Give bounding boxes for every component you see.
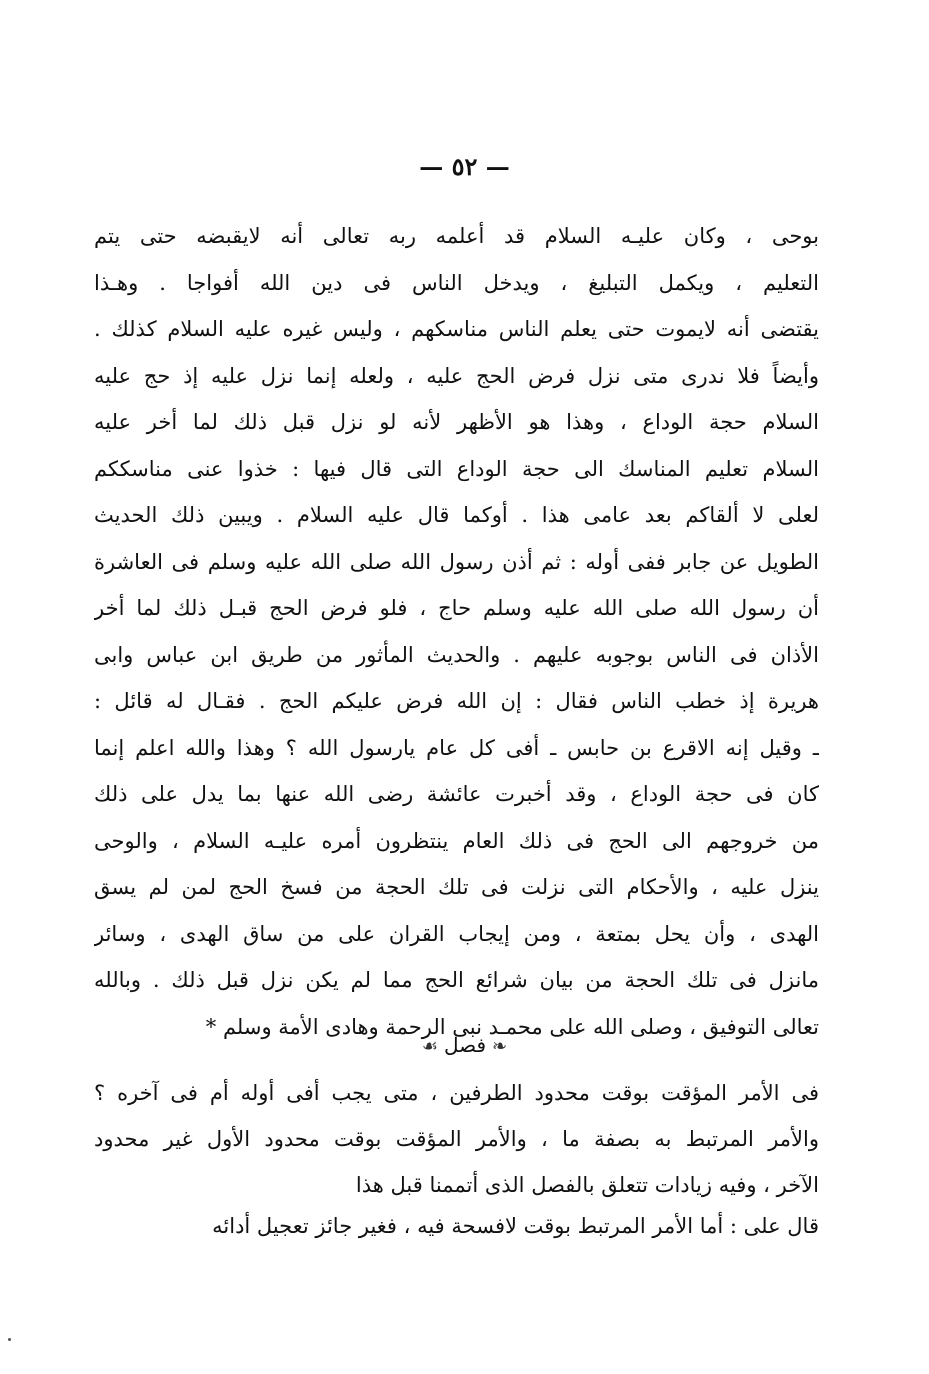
body-line: لعلى لا ألقاكم بعد عامى هذا . أوكما قال عليه السلام . ويبين ذلك الحديث: [94, 503, 819, 527]
section-summary: [94, 1070, 819, 1208]
body-text: [94, 213, 819, 1050]
body-line: مانزل فى تلك الحجة من بيان شرائع الحج مما لم يكن نزل قبل ذلك . وبالله: [94, 968, 819, 992]
body-line: يقتضى أنه لايموت حتى يعلم الناس مناسكهم ، وليس غيره عليه السلام كذلك .: [94, 317, 819, 341]
page-number: — ٥٢ —: [419, 152, 510, 181]
body-line: الطويل عن جابر ففى أوله : ثم أذن رسول الله صلى الله عليه وسلم فى العاشرة: [94, 549, 819, 574]
ornament-icon: ❧: [492, 1036, 508, 1057]
body-line: وأيضاً فلا ندرى متى نزل فرض الحج عليه ، ولعله إنما نزل عليه إذ حج عليه: [94, 363, 819, 388]
section-line: الآخر ، وفيه زيادات تتعلق بالفصل الذى أتممنا قبل هذا: [355, 1173, 819, 1197]
body-line: ينزل عليه ، والأحكام التى نزلت فى تلك الحجة من فسخ الحج لمن لم يسق: [94, 875, 819, 899]
body-line: الهدى ، وأن يحل بمتعة ، ومن إيجاب القران على من ساق الهدى ، وسائر: [94, 921, 819, 946]
body-line: التعليم ، ويكمل التبليغ ، ويدخل الناس فى دين الله أفواجا . وهـذا: [94, 270, 819, 295]
closing-line: قال على : أما الأمر المرتبط بوقت لافسحة فيه ، فغير جائز تعجيل أدائه: [212, 1214, 819, 1238]
body-line: تعالى التوفيق ، وصلى الله على محمـد نبى الرحمة وهادى الأمة وسلم *: [205, 1014, 819, 1039]
body-line: هريرة إذ خطب الناس فقال : إن الله فرض عليكم الحج . فقـال له قائل :: [94, 689, 819, 713]
body-line: من خروجهم الى الحج فى ذلك العام ينتظرون أمره عليـه السلام ، والوحى: [94, 828, 819, 853]
section-heading-label: فصل: [443, 1033, 487, 1057]
section-line: فى الأمر المؤقت بوقت محدود الطرفين ، متى يجب أفى أوله أم فى آخره ؟: [94, 1081, 819, 1105]
body-line: كان فى حجة الوداع ، وقد أخبرت عائشة رضى الله عنها بما يدل على ذلك: [94, 782, 819, 806]
closing-text: [94, 1203, 819, 1250]
body-line: أن رسول الله صلى الله عليه وسلم حاج ، فلو فرض الحج قبـل ذلك لما أخر: [94, 596, 819, 620]
section-line: والأمر المرتبط به بصفة ما ، والأمر المؤقت بوقت محدود الأول غير محدود: [94, 1127, 819, 1151]
body-line: ـ وقيل إنه الاقرع بن حابس ـ أفى كل عام يارسول الله ؟ وهذا والله اعلم إنما: [94, 735, 819, 760]
ornament-icon: ☙: [421, 1036, 438, 1057]
body-line: الأذان فى الناس بوجوبه عليهم . والحديث المأثور من طريق ابن عباس وابى: [94, 642, 819, 667]
body-line: بوحى ، وكان عليـه السلام قد أعلمه ربه تعالى أنه لايقبضه حتى يتم: [94, 224, 819, 248]
section-heading: [0, 1030, 929, 1060]
body-line: السلام تعليم المناسك الى حجة الوداع التى قال فيها : خذوا عنى مناسككم: [94, 456, 819, 481]
page-speck: [8, 1338, 11, 1341]
body-line: السلام حجة الوداع ، وهذا هو الأظهر لأنه لو نزل قبل ذلك لما أخر عليه: [94, 410, 819, 434]
